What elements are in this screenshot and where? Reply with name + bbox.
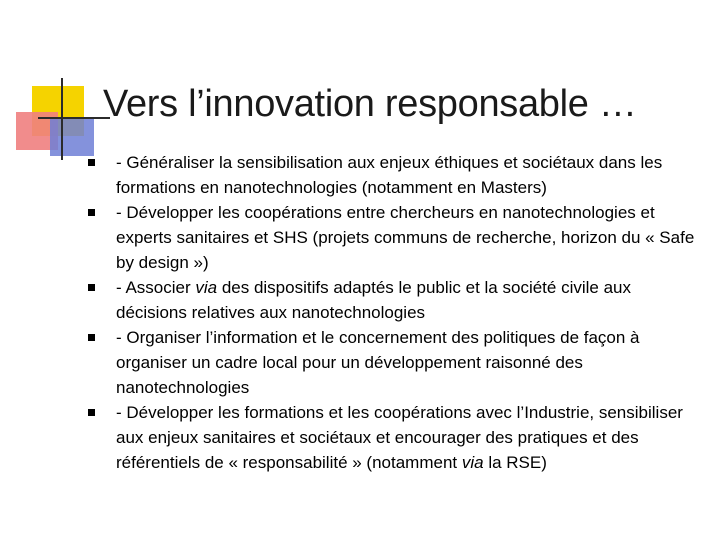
bullet-square-icon	[88, 409, 95, 416]
bullet-text	[116, 203, 694, 272]
bullet-list	[88, 150, 698, 475]
slide-title: Vers l’innovation responsable …	[103, 83, 637, 125]
bullet-text	[116, 328, 640, 397]
bullet-item	[88, 325, 698, 400]
bullet-item	[88, 400, 698, 475]
bullet-text-italic: via	[461, 453, 484, 472]
bullet-text-segment: - Développer les coopérations entre chercheurs en nanotechnologies et experts sanitaires et SHS (projets communs de recherche, horizon du « Safe by design »)	[116, 203, 695, 272]
bullet-text-segment: la RSE)	[483, 453, 547, 472]
bullet-square-icon	[88, 334, 95, 341]
bullet-text	[116, 153, 662, 197]
bullet-text	[116, 278, 631, 322]
bullet-item	[88, 275, 698, 325]
bullet-square-icon	[88, 284, 95, 291]
bullet-square-icon	[88, 159, 95, 166]
bullet-item	[88, 200, 698, 275]
bullet-text-segment: - Associer	[116, 278, 196, 297]
slide-logo-decoration	[0, 0, 110, 170]
bullet-text-segment: - Généraliser la sensibilisation aux enjeux éthiques et sociétaux dans les formations en nanotechnologies (notamment en Masters)	[116, 153, 663, 197]
bullet-text-segment: des dispositifs adaptés le public et la société civile aux décisions relatives aux nanotechnologies	[116, 278, 631, 322]
bullet-text-italic: via	[195, 278, 218, 297]
bullet-text	[116, 403, 683, 472]
bullet-text-segment: - Développer les formations et les coopérations avec l’Industrie, sensibiliser aux enjeux sanitaires et sociétaux et encourager des pratiques et des référentiels de « responsabilité » (notamment	[116, 403, 683, 472]
bullet-square-icon	[88, 209, 95, 216]
bullet-item	[88, 150, 698, 200]
bullet-text-segment: - Organiser l’information et le concernement des politiques de façon à organiser un cadre local pour un développement raisonné des nanotechnologies	[116, 328, 640, 397]
